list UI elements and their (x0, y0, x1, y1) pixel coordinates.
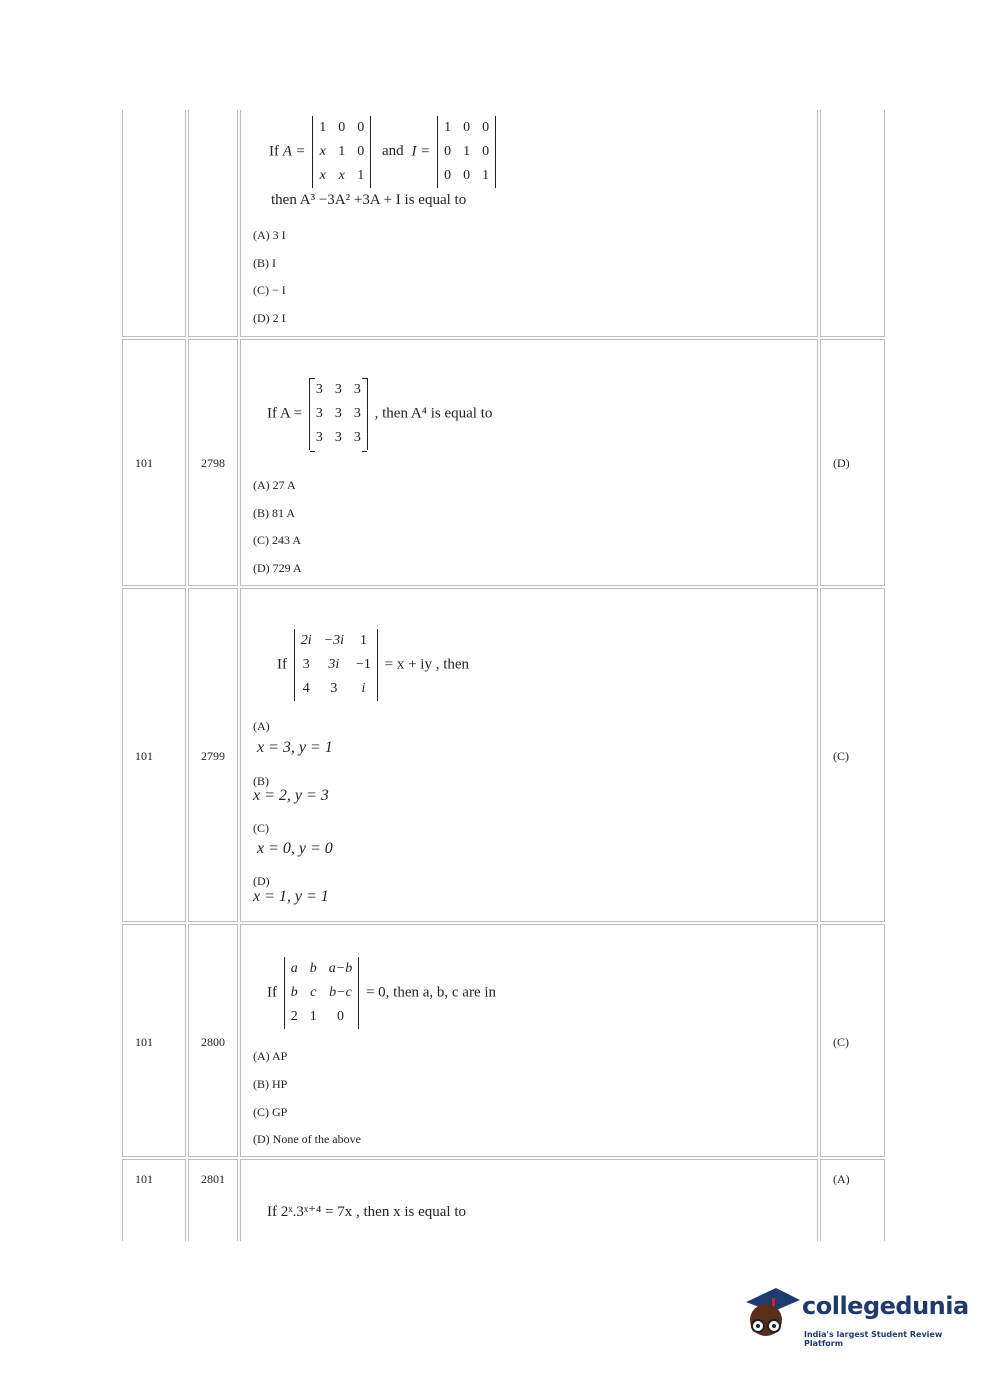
option-a: (A) 3 I (253, 228, 286, 242)
matrix-cell: 1 (482, 168, 490, 183)
option-b-value: x = 2, y = 3 (253, 787, 329, 804)
table-row (122, 110, 885, 337)
determinant (284, 957, 359, 1029)
question-text: If A = 1 0 0 x 1 0 x x 1 and I = 1 0 0 0 1 0 0 0 1 (269, 116, 499, 188)
option-a-label: (A) (253, 719, 270, 733)
answer: (C) (833, 1035, 849, 1049)
option-b-label: (B) (253, 774, 269, 788)
question-text: If 2ˣ.3ˣ⁺⁴ = 7x , then x is equal to (267, 1204, 466, 1220)
matrix-cell: 3 (334, 382, 342, 397)
matrix-cell: b−c (329, 985, 352, 1000)
answer: (C) (833, 749, 849, 763)
matrix-cell: a−b (328, 961, 353, 976)
table-row (122, 588, 885, 922)
matrix-cell: a (290, 961, 298, 976)
option-c: (C) 243 A (253, 533, 301, 547)
matrix-cell: 0 (463, 120, 471, 135)
answer: (A) (833, 1172, 850, 1186)
question-cell (240, 924, 818, 1157)
serial-number: 101 (135, 1172, 153, 1186)
option-d: (D) 2 I (253, 311, 286, 325)
matrix-cell: 2 (290, 1009, 298, 1024)
matrix-cell: 2i (300, 633, 312, 648)
serial-number: 101 (135, 749, 153, 763)
question-text: If a b a−b b c b−c 2 1 0 = 0, then a, b, c are in (267, 957, 496, 1029)
matrix-cell: x (319, 144, 326, 159)
matrix-cell: 3 (334, 406, 342, 421)
question-text-suffix: then A³ −3A² +3A + I is equal to (271, 192, 467, 208)
matrix-cell: −3i (323, 633, 344, 648)
matrix-cell: 3 (302, 657, 310, 672)
matrix-cell: 0 (444, 168, 452, 183)
question-text: If A = 3 3 3 3 3 3 3 3 3 , then A⁴ is equal to (267, 378, 492, 450)
question-cell (240, 339, 818, 586)
option-c: (C) GP (253, 1105, 288, 1119)
option-a-value: x = 3, y = 1 (257, 739, 333, 756)
matrix-cell: 3 (315, 406, 323, 421)
matrix-cell: 1 (309, 1009, 317, 1024)
matrix-a (312, 116, 371, 188)
matrix-cell: 0 (482, 120, 490, 135)
table-row (122, 1159, 885, 1241)
matrix-cell: 3 (330, 681, 338, 696)
matrix-cell: 3 (315, 430, 323, 445)
matrix-cell: 1 (357, 168, 365, 183)
option-a: (A) 27 A (253, 478, 296, 492)
matrix-cell: 0 (357, 144, 365, 159)
collegedunia-logo (742, 1282, 972, 1352)
question-id: 2801 (201, 1172, 225, 1186)
matrix-cell: 0 (482, 144, 490, 159)
question-cell (240, 1159, 818, 1241)
option-d: (D) 729 A (253, 561, 302, 575)
matrix-cell: b (309, 961, 317, 976)
option-d: (D) None of the above (253, 1132, 361, 1146)
question-id: 2798 (201, 456, 225, 470)
matrix-cell: 1 (463, 144, 471, 159)
matrix-i (437, 116, 496, 188)
option-c-value: x = 0, y = 0 (257, 840, 333, 857)
matrix-cell: 3 (353, 406, 361, 421)
matrix-cell: b (290, 985, 298, 1000)
matrix-cell: 3i (328, 657, 340, 672)
matrix-cell: 1 (319, 120, 327, 135)
table-row (122, 339, 885, 586)
option-c-label: (C) (253, 821, 269, 835)
option-d-label: (D) (253, 874, 270, 888)
determinant (294, 629, 378, 701)
answer: (D) (833, 456, 850, 470)
option-a: (A) AP (253, 1049, 288, 1063)
question-id: 2800 (201, 1035, 225, 1049)
question-cell (240, 110, 818, 337)
matrix-cell: 0 (338, 120, 346, 135)
matrix-cell: 3 (334, 430, 342, 445)
option-b: (B) 81 A (253, 506, 295, 520)
option-d-value: x = 1, y = 1 (253, 888, 329, 905)
matrix-cell: x (338, 168, 345, 183)
matrix-cell: 0 (444, 144, 452, 159)
matrix-cell: 3 (353, 430, 361, 445)
question-cell (240, 588, 818, 922)
matrix-a (309, 378, 368, 450)
logo-wordmark: collegedunia (802, 1292, 969, 1320)
matrix-cell: 0 (357, 120, 365, 135)
matrix-cell: c (310, 985, 317, 1000)
matrix-cell: 4 (302, 681, 310, 696)
matrix-cell: 0 (463, 168, 471, 183)
matrix-cell: 1 (444, 120, 452, 135)
matrix-cell: 3 (353, 382, 361, 397)
table-row (122, 924, 885, 1157)
option-b: (B) HP (253, 1077, 288, 1091)
matrix-cell: 0 (336, 1009, 344, 1024)
matrix-cell: 3 (315, 382, 323, 397)
matrix-cell: 1 (359, 633, 367, 648)
option-b: (B) I (253, 256, 276, 270)
mascot-icon (742, 1282, 802, 1344)
matrix-cell: −1 (355, 657, 371, 672)
question-text: If 2i −3i 1 3 3i −1 4 3 i = x + iy , then (277, 629, 469, 701)
matrix-cell: i (361, 681, 366, 696)
question-id: 2799 (201, 749, 225, 763)
option-c: (C) − I (253, 283, 286, 297)
logo-tagline: India's largest Student Review Platform (804, 1330, 943, 1348)
matrix-cell: x (319, 168, 326, 183)
serial-number: 101 (135, 456, 153, 470)
matrix-cell: 1 (338, 144, 346, 159)
serial-number: 101 (135, 1035, 153, 1049)
